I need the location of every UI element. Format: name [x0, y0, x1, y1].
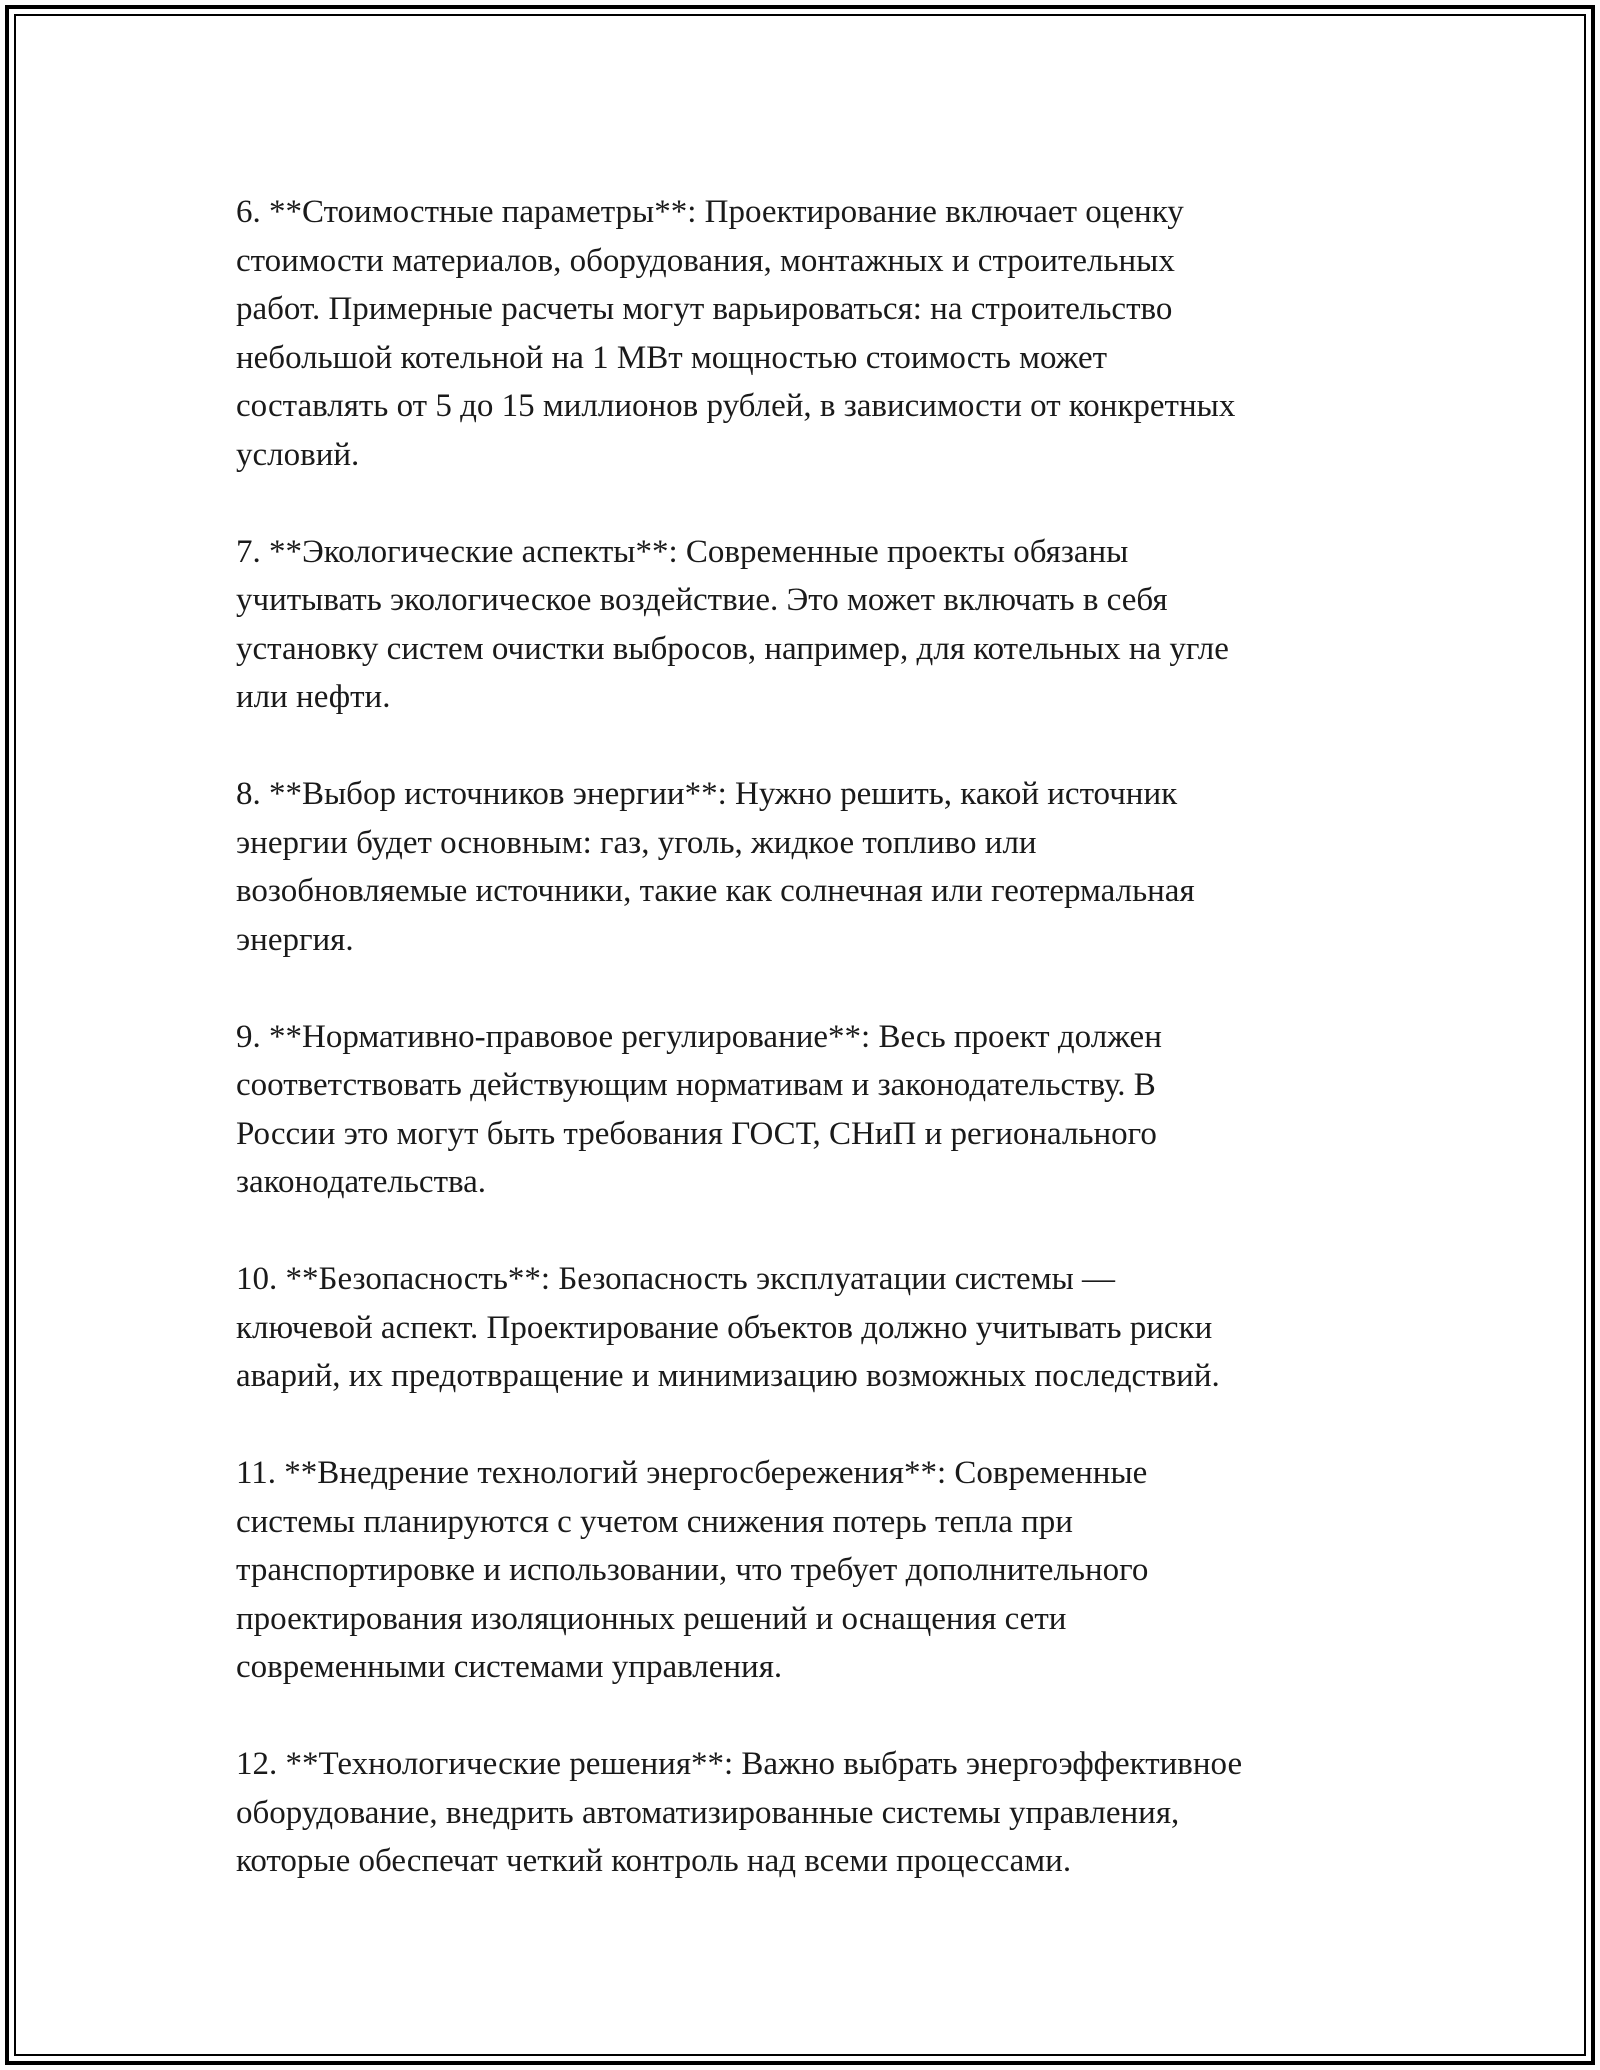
- paragraph-10-safety: 10. **Безопасность**: Безопасность эксплуатации системы — ключевой аспект. Проектирование объектов должно учитывать риски аварий, их предотвращение и минимизацию возможных последствий.: [236, 1261, 1220, 1394]
- document-body: [236, 188, 1396, 1886]
- paragraph-8-energy-sources: 8. **Выбор источников энергии**: Нужно решить, какой источник энергии будет основным: газ, уголь, жидкое топливо или возобновляемые источники, такие как солнечная или геотермальная энергия.: [236, 776, 1195, 958]
- paragraph-6-cost-parameters: 6. **Стоимостные параметры**: Проектирование включает оценку стоимости материалов, оборудования, монтажных и строительных работ. Примерные расчеты могут варьироваться: на строительство небольшой котельной на 1 МВт мощностью стоимость может составлять от 5 до 15 миллионов рублей, в зависимости от конкретных условий.: [236, 194, 1236, 473]
- paragraph-12-technology: 12. **Технологические решения**: Важно выбрать энергоэффективное оборудование, внедрить автоматизированные системы управления, которые обеспечат четкий контроль над всеми процессами.: [236, 1746, 1243, 1879]
- paragraph-9-regulation: 9. **Нормативно-правовое регулирование**: Весь проект должен соответствовать действующим нормативам и законодательству. В России это могут быть требования ГОСТ, СНиП и регионального законодательства.: [236, 1018, 1162, 1200]
- paragraph-7-ecological-aspects: 7. **Экологические аспекты**: Современные проекты обязаны учитывать экологическое воздействие. Это может включать в себя установку систем очистки выбросов, например, для котельных на угле или нефти.: [236, 533, 1229, 715]
- paragraph-11-energy-saving: 11. **Внедрение технологий энергосбережения**: Современные системы планируются с учетом снижения потерь тепла при транспортировке и использовании, что требует дополнительного проектирования изоляционных решений и оснащения сети современными системами управления.: [236, 1455, 1149, 1685]
